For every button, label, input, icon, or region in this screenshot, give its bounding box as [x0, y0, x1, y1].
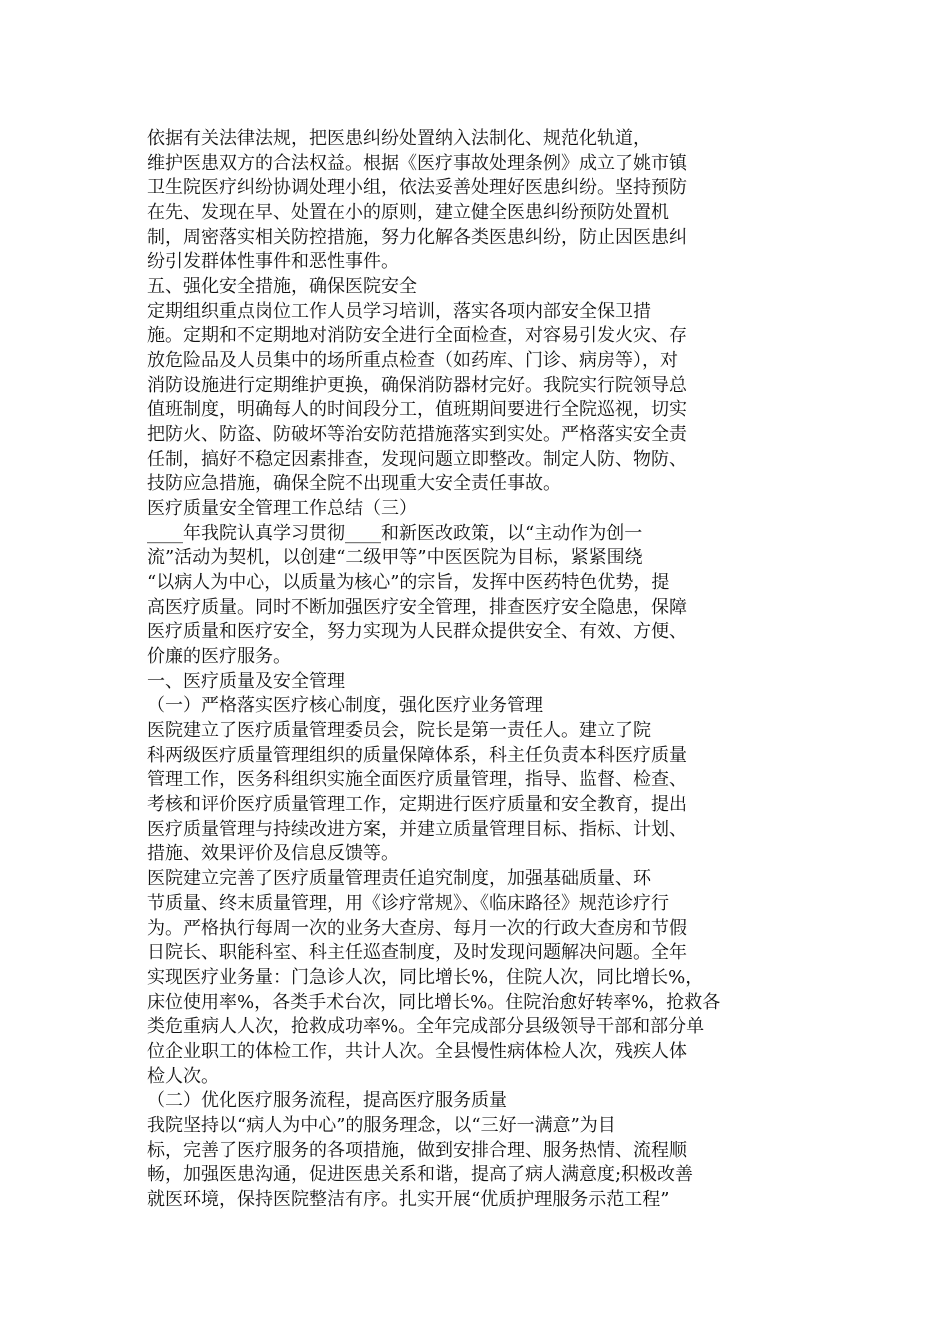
text-line: “以病人为中心，以质量为核心”的宗旨，发挥中医药特色优势，提	[147, 572, 670, 594]
text-line: 医院建立了医疗质量管理委员会，院长是第一责任人。建立了院	[147, 720, 651, 742]
text-line: 技防应急措施，确保全院不出现重大安全责任事故。	[147, 473, 561, 495]
text-line: 就医环境，保持医院整洁有序。扎实开展“优质护理服务示范工程”	[147, 1188, 670, 1210]
text-line: 考核和评价医疗质量管理工作，定期进行医疗质量和安全教育，提出	[147, 794, 687, 816]
text-line: 医院建立完善了医疗质量管理责任追究制度，加强基础质量、环	[147, 868, 651, 890]
text-line: 制，周密落实相关防控措施，努力化解各类医患纠纷，防止因医患纠	[147, 226, 687, 248]
text-line: 价廉的医疗服务。	[147, 646, 291, 668]
text-line: 床位使用率%，各类手术台次，同比增长%。住院治愈好转率%，抢救各	[147, 991, 721, 1013]
text-line: 节质量、终末质量管理，用《诊疗常规》、《临床路径》规范诊疗行	[147, 892, 669, 914]
text-line: 放危险品及人员集中的场所重点检查（如药库、门诊、病房等），对	[147, 350, 678, 372]
text-line: 在先、发现在早、处置在小的原则，建立健全医患纠纷预防处置机	[147, 202, 669, 224]
text-line: 医疗质量和医疗安全，努力实现为人民群众提供安全、有效、方便、	[147, 621, 687, 643]
text-line: 日院长、职能科室、科主任巡查制度，及时发现问题解决问题。全年	[147, 942, 687, 964]
text-line: 实现医疗业务量：门急诊人次，同比增长%，住院人次，同比增长%，	[147, 966, 704, 988]
text-line: 定期组织重点岗位工作人员学习培训，落实各项内部安全保卫措	[147, 300, 651, 322]
text-line: 消防设施进行定期维护更换，确保消防器材完好。我院实行院领导总	[147, 374, 687, 396]
text-line: 科两级医疗质量管理组织的质量保障体系，科主任负责本科医疗质量	[147, 744, 687, 766]
text-line: 为。严格执行每周一次的业务大查房、每月一次的行政大查房和节假	[147, 917, 687, 939]
text-line: 依据有关法律法规，把医患纠纷处置纳入法制化、规范化轨道，	[147, 128, 651, 149]
text-line: 流”活动为契机，以创建“二级甲等”中医医院为目标，紧紧围绕	[147, 547, 643, 569]
text-line: 卫生院医疗纠纷协调处理小组，依法妥善处理好医患纠纷。坚持预防	[147, 177, 687, 199]
text-line: 我院坚持以“病人为中心”的服务理念，以“三好一满意”为目	[147, 1114, 616, 1136]
text-line: 高医疗质量。同时不断加强医疗安全管理，排查医疗安全隐患，保障	[147, 596, 687, 618]
text-line: 位企业职工的体检工作，共计人次。全县慢性病体检人次，残疾人体	[147, 1040, 687, 1062]
section-heading: 一、医疗质量及安全管理	[147, 670, 345, 692]
text-line: 畅，加强医患沟通，促进医患关系和谐，提高了病人满意度;积极改善	[147, 1164, 694, 1186]
text-line: 纷引发群体性事件和恶性事件。	[147, 251, 399, 273]
text-line: 任制，搞好不稳定因素排查，发现问题立即整改。制定人防、物防、	[147, 448, 687, 470]
text-line: 检人次。	[147, 1065, 219, 1087]
text-line: 把防火、防盗、防破坏等治安防范措施落实到实处。严格落实安全责	[147, 424, 687, 446]
text-line: ____年我院认真学习贯彻____和新医改政策，以“主动作为创一	[147, 522, 643, 544]
document-body	[147, 127, 787, 1213]
section-heading: 五、强化安全措施，确保医院安全	[147, 276, 417, 298]
text-line: 标，完善了医疗服务的各项措施，做到安排合理、服务热情、流程顺	[147, 1139, 687, 1161]
subsection-heading: （二）优化医疗服务流程，提高医疗服务质量	[147, 1090, 507, 1112]
text-line: 施。定期和不定期地对消防安全进行全面检查，对容易引发火灾、存	[147, 325, 687, 347]
text-line: 管理工作，医务科组织实施全面医疗质量管理，指导、监督、检查、	[147, 769, 687, 791]
text-line: 类危重病人人次，抢救成功率%。全年完成部分县级领导干部和部分单	[147, 1016, 705, 1038]
text-line: 值班制度，明确每人的时间段分工，值班期间要进行全院巡视，切实	[147, 399, 687, 421]
text-line: 医疗质量管理与持续改进方案，并建立质量管理目标、指标、计划、	[147, 818, 687, 840]
text-line: 措施、效果评价及信息反馈等。	[147, 843, 399, 865]
document-title: 医疗质量安全管理工作总结（三）	[147, 498, 417, 520]
text-line: 维护医患双方的合法权益。根据《医疗事故处理条例》成立了姚市镇	[147, 152, 687, 174]
subsection-heading: （一）严格落实医疗核心制度，强化医疗业务管理	[147, 695, 543, 717]
